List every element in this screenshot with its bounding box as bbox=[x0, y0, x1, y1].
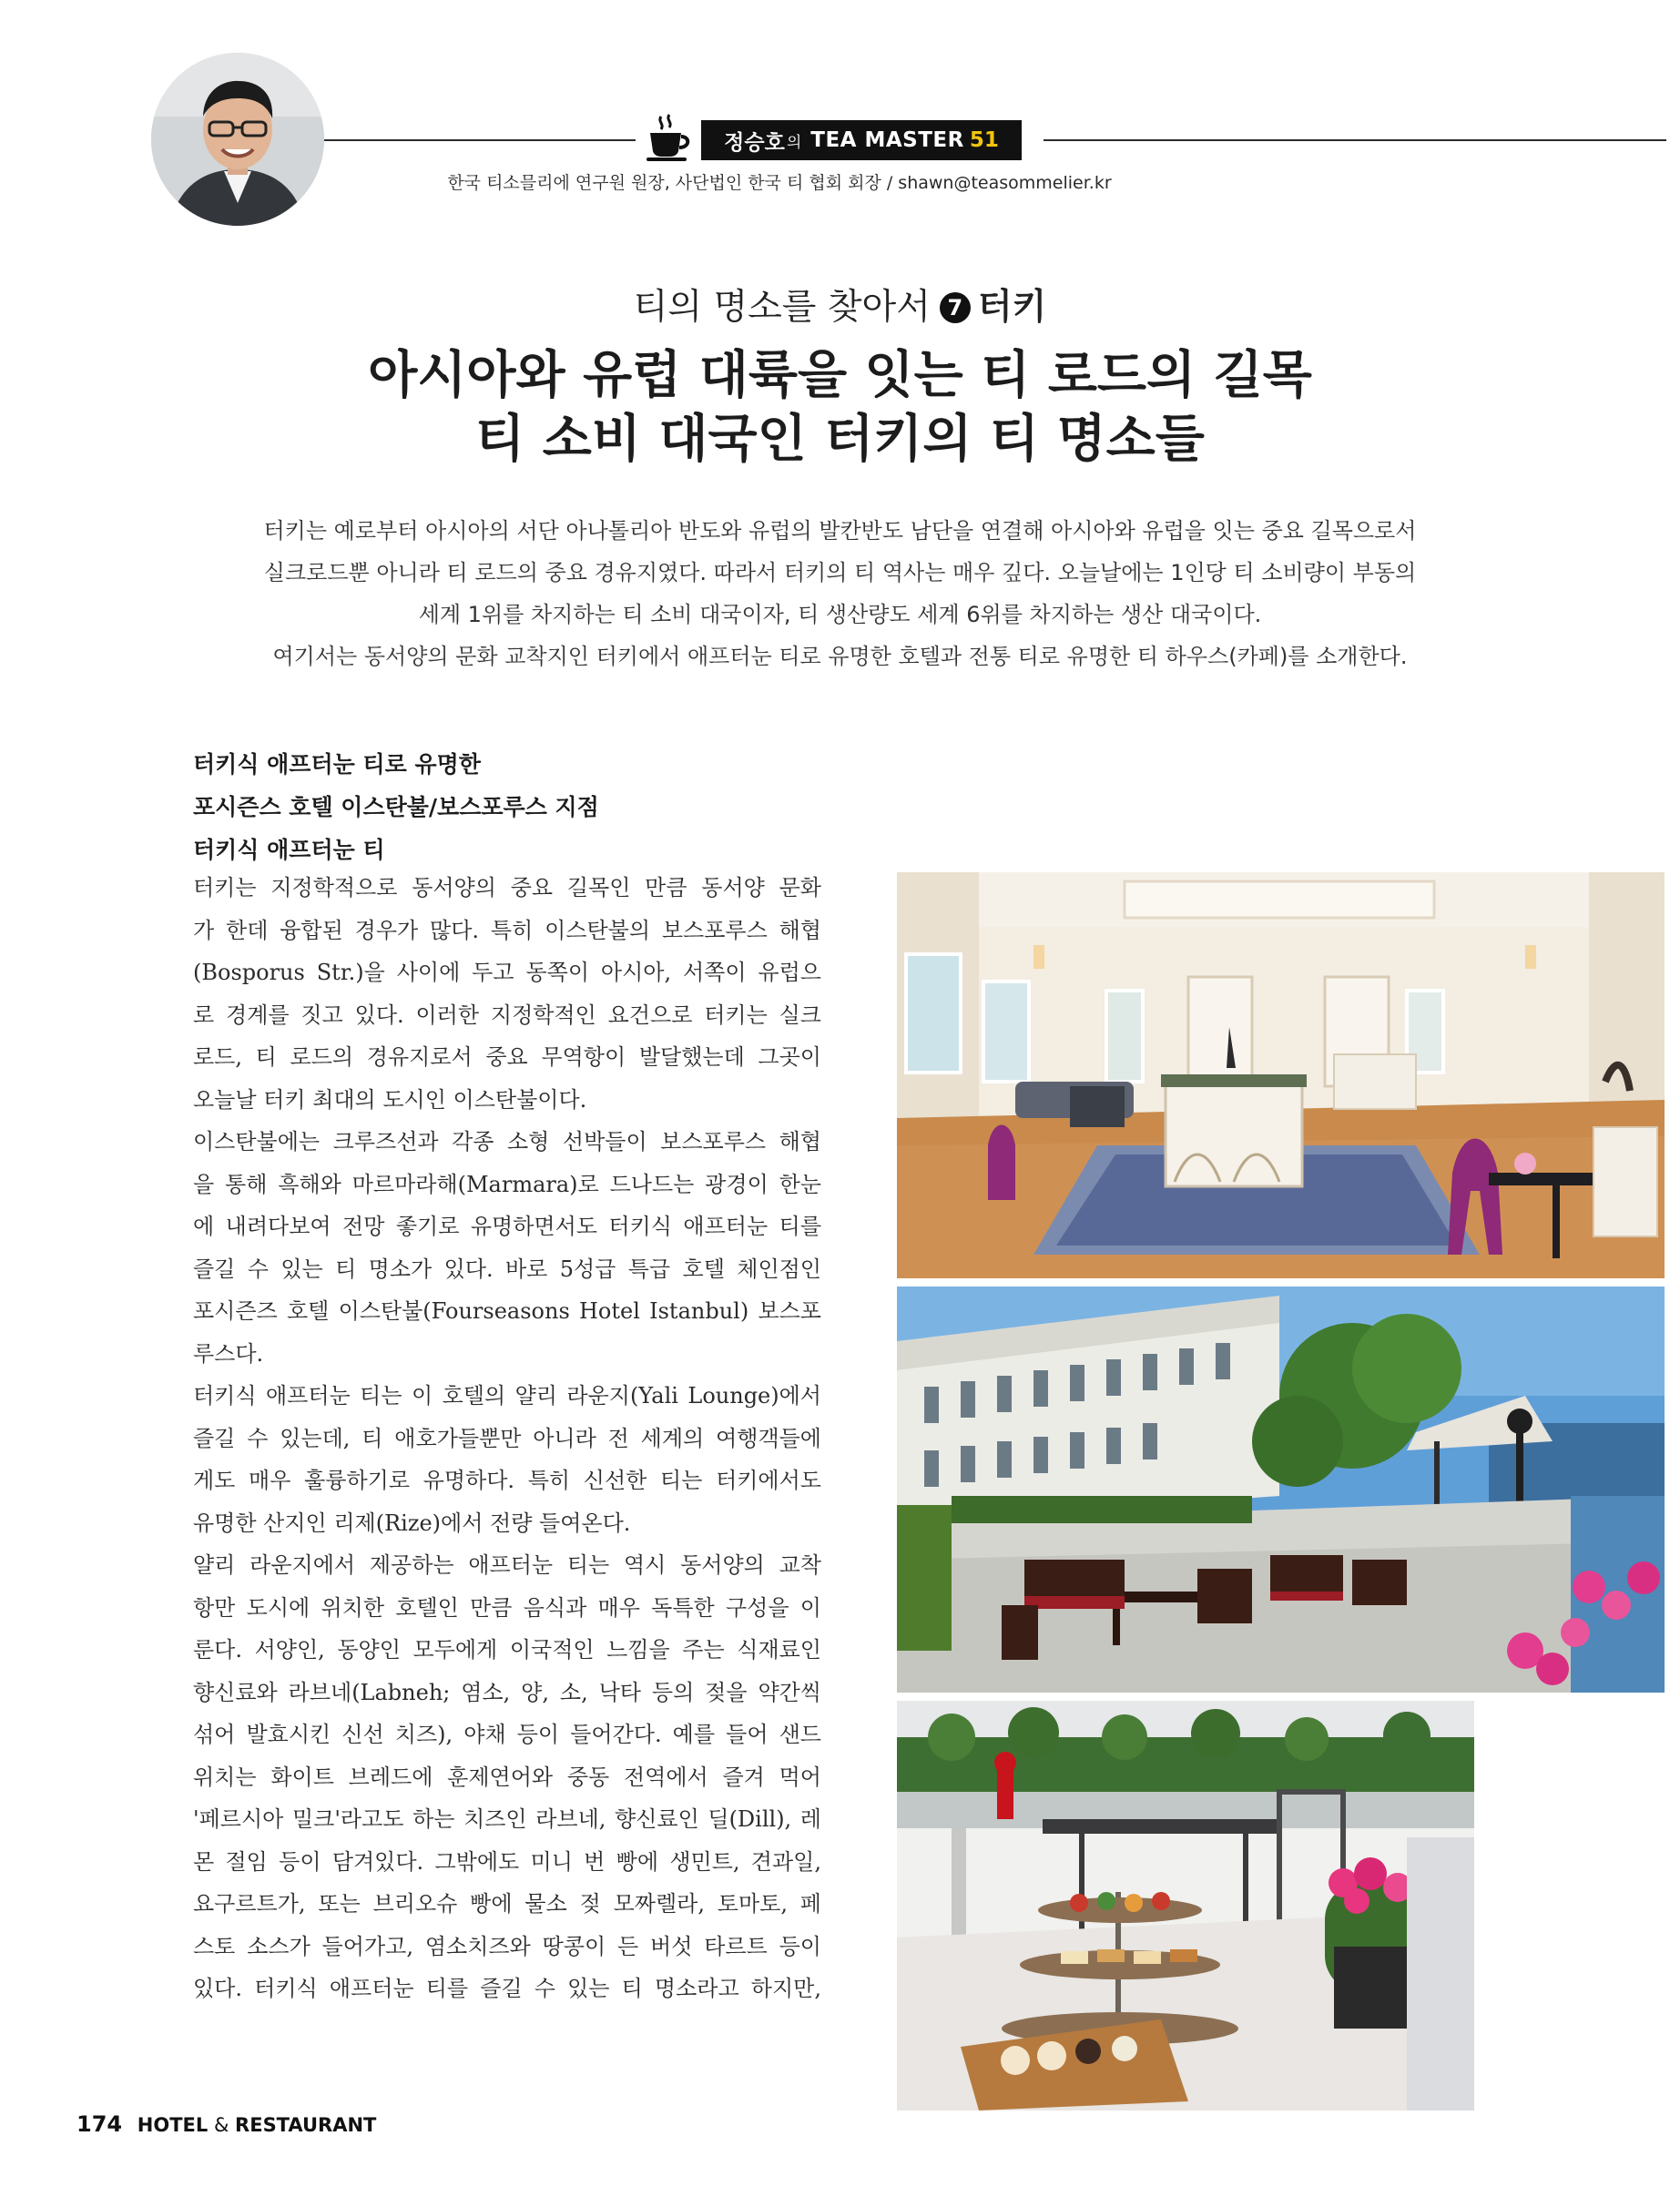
series-author: 정승호 bbox=[724, 130, 785, 155]
magazine-name-part1: HOTEL bbox=[137, 2114, 209, 2136]
body-line: 스토 소스가 들어가고, 염소치즈와 땅콩이 든 버섯 타르트 등이 bbox=[193, 1933, 821, 1959]
article-kicker bbox=[0, 279, 1680, 330]
kicker-country: 터키 bbox=[977, 287, 1047, 328]
body-line: 루스다. bbox=[193, 1340, 264, 1367]
header-rule-left bbox=[324, 139, 636, 141]
series-particle: 의 bbox=[786, 133, 802, 152]
lead-line: 세계 1위를 차지하는 티 소비 대국이자, 티 생산량도 세계 6위를 차지하는 생산 대국이다. bbox=[418, 602, 1262, 627]
body-line: 터키는 지정학적으로 동서양의 중요 길목인 만큼 동서양 문화 bbox=[193, 875, 821, 900]
body-line: 가 한데 융합된 경우가 많다. 특히 이스탄불의 보스포루스 해협 bbox=[193, 917, 821, 943]
body-text bbox=[193, 867, 821, 2010]
lead-line: 실크로드뿐 아니라 티 로드의 중요 경유지였다. 따라서 터키의 티 역사는 매우 깊다. 오늘날에는 1인당 티 소비량이 부동의 bbox=[263, 560, 1417, 585]
headline-line-2: 티 소비 대국인 터키의 티 명소들 bbox=[475, 410, 1205, 469]
tea-cup-icon bbox=[645, 113, 692, 162]
lead-line: 터키는 예로부터 아시아의 서단 아나톨리아 반도와 유럽의 발칸반도 남단을 연결해 아시아와 유럽을 잇는 중요 길목으로서 bbox=[263, 518, 1417, 544]
author-byline: 한국 티소믈리에 연구원 원장, 사단법인 한국 티 협회 회장 / shawn@teasommelier.kr bbox=[447, 173, 1112, 193]
lead-paragraph bbox=[228, 510, 1452, 677]
afternoon-tea-photo bbox=[897, 1701, 1474, 2110]
series-title: TEA MASTER bbox=[810, 128, 964, 152]
body-line: 을 통해 흑해와 마르마라해(Marmara)로 드나드는 광경이 한눈 bbox=[193, 1171, 821, 1197]
magazine-name-part2: RESTAURANT bbox=[235, 2114, 377, 2136]
body-line: 유명한 산지인 리제(Rize)에서 전량 들여온다. bbox=[193, 1510, 631, 1536]
body-line: 게도 매우 훌륭하기로 유명하다. 특히 신선한 티는 터키에서도 bbox=[193, 1468, 821, 1493]
body-line: 섞어 발효시킨 신선 치즈), 야채 등이 들어간다. 예를 들어 샌드 bbox=[193, 1722, 821, 1747]
body-line: 룬다. 서양인, 동양인 모두에게 이국적인 느낌을 주는 식재료인 bbox=[193, 1637, 821, 1663]
body-line: 요구르트가, 또는 브리오슈 빵에 물소 젖 모짜렐라, 토마토, 페 bbox=[193, 1891, 821, 1917]
section-subhead: 터키식 애프터눈 티 bbox=[193, 837, 385, 863]
body-line: 로 경계를 짓고 있다. 이러한 지정학적인 요건으로 터키는 실크 bbox=[193, 1002, 821, 1028]
body-line: 로드, 티 로드의 경유지로서 중요 무역항이 발달했는데 그곳이 bbox=[193, 1044, 821, 1070]
header-rule-right bbox=[1044, 139, 1666, 141]
body-line: '페르시아 밀크'라고도 하는 치즈인 라브네, 향신료인 딜(Dill), 레 bbox=[193, 1806, 821, 1832]
body-line: 향신료와 라브네(Labneh; 염소, 양, 소, 낙타 등의 젖을 약간씩 bbox=[193, 1679, 821, 1705]
body-line: 터키식 애프터눈 티는 이 호텔의 얄리 라운지(Yali Lounge)에서 bbox=[193, 1383, 821, 1409]
body-line: 포시즌즈 호텔 이스탄불(Fourseasons Hotel Istanbul) 보스포 bbox=[193, 1298, 821, 1324]
page-number: 174 bbox=[76, 2111, 123, 2137]
magazine-ampersand: & bbox=[213, 2114, 229, 2136]
body-line: 오늘날 터키 최대의 도시인 이스탄불이다. bbox=[193, 1086, 587, 1113]
section-subhead: 터키식 애프터눈 티로 유명한 bbox=[193, 751, 481, 778]
headline-line-1: 아시아와 유럽 대륙을 잇는 티 로드의 길목 bbox=[368, 346, 1312, 405]
body-line: 얄리 라운지에서 제공하는 애프터눈 티는 역시 동서양의 교착 bbox=[193, 1552, 821, 1578]
body-line: (Bosporus Str.)을 사이에 두고 동쪽이 아시아, 서쪽이 유럽으 bbox=[193, 960, 821, 985]
author-portrait bbox=[151, 53, 324, 226]
body-line: 에 내려다보여 전망 좋기로 유명하면서도 터키식 애프터눈 티를 bbox=[193, 1214, 821, 1239]
lead-line: 여기서는 동서양의 문화 교착지인 터키에서 애프터눈 티로 유명한 호텔과 전통 티로 유명한 티 하우스(카페)를 소개한다. bbox=[272, 644, 1408, 669]
series-badge bbox=[701, 120, 1022, 160]
kicker-text: 티의 명소를 찾아서 bbox=[633, 287, 931, 328]
body-line: 이스탄불에는 크루즈선과 각종 소형 선박들이 보스포루스 해협 bbox=[193, 1129, 821, 1154]
page-footer bbox=[76, 2111, 376, 2137]
series-number: 51 bbox=[969, 128, 999, 152]
body-line: 몬 절임 등이 담겨있다. 그밖에도 미니 번 빵에 생민트, 견과일, bbox=[193, 1848, 821, 1875]
body-line: 있다. 터키식 애프터눈 티를 즐길 수 있는 티 명소라고 하지만, bbox=[193, 1976, 821, 2001]
kicker-number-badge: 7 bbox=[940, 292, 971, 323]
body-line: 위치는 화이트 브레드에 훈제연어와 중동 전역에서 즐겨 먹어 bbox=[193, 1764, 821, 1790]
body-line: 즐길 수 있는데, 티 애호가들뿐만 아니라 전 세계의 여행객들에 bbox=[193, 1425, 821, 1451]
lounge-photo bbox=[897, 872, 1665, 1278]
body-line: 항만 도시에 위치한 호텔인 만큼 음식과 매우 독특한 구성을 이 bbox=[193, 1594, 821, 1621]
terrace-photo bbox=[897, 1287, 1665, 1693]
section-subhead: 포시즌스 호텔 이스탄불/보스포루스 지점 bbox=[193, 794, 599, 820]
body-line: 즐길 수 있는 티 명소가 있다. 바로 5성급 특급 호텔 체인점인 bbox=[193, 1256, 821, 1282]
